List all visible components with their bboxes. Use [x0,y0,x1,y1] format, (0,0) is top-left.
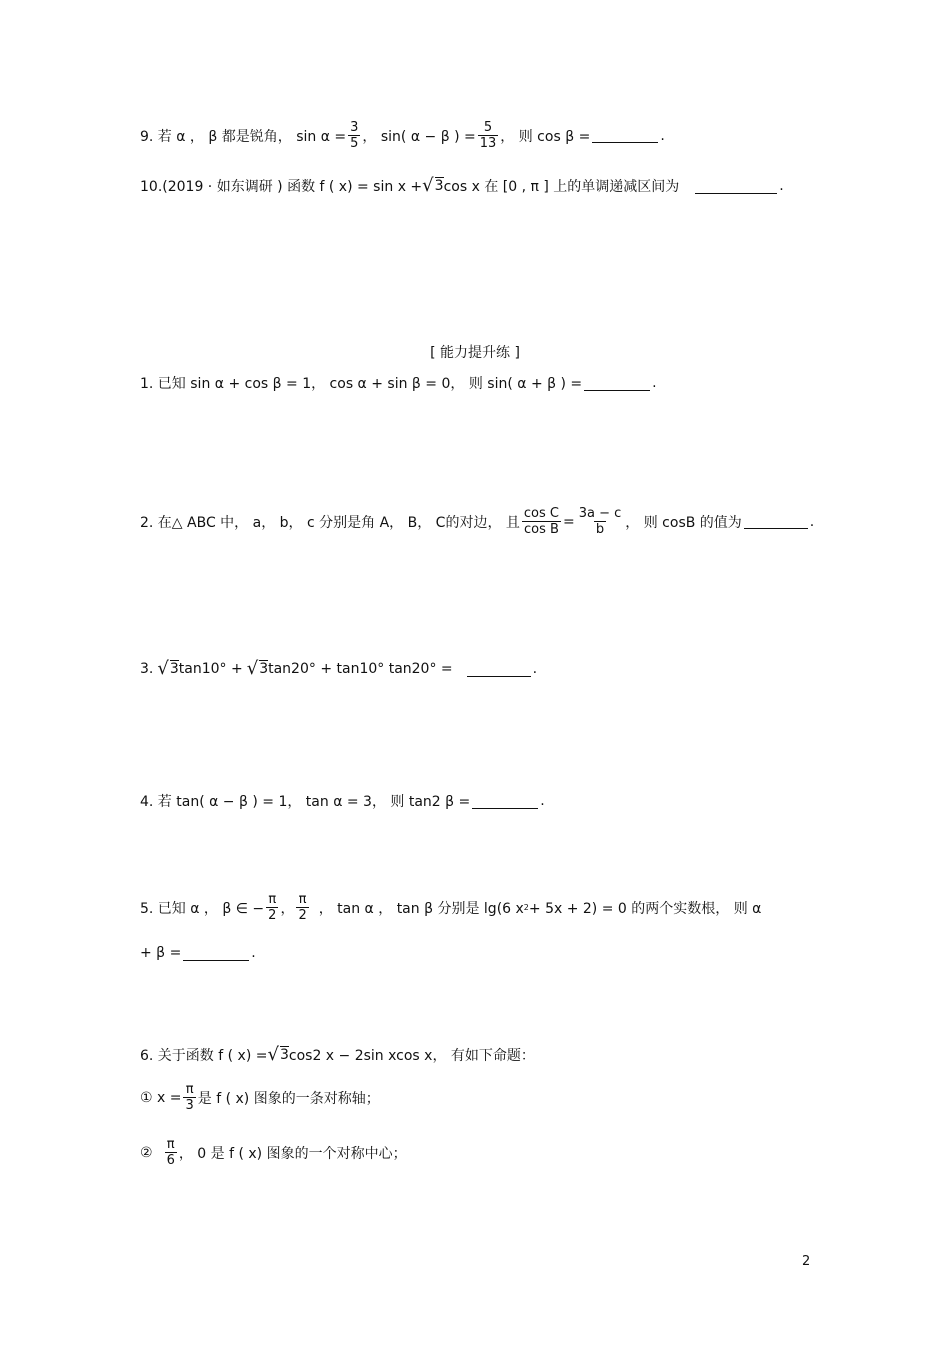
q10-prefix: 10.(2019 · 如东调研 ) 函数 f ( x) = sin x + [140,179,423,195]
p5-fraction-1: $\frac{\pi}{2}$ [268,892,277,923]
p5-mid: ， tan α ， tan β 分别是 lg(6 x [318,900,524,917]
p5-rest: + 5x + 2) = 0 的两个实数根， 则 α [528,900,762,917]
problem-5 [140,892,761,923]
q9-prefix: 9. 若 α ， β 都是锐角， sin α = [140,128,347,145]
p6-prefix: 6. 关于函数 f ( x) = [140,1048,268,1064]
answer-blank[interactable] [744,514,808,529]
period: . [660,127,665,144]
p2-suffix: ， 则 cosB 的值为 [625,514,742,531]
q9-mid: ， sin( α − β ) = [362,128,476,145]
p1-text: 1. 已知 sin α + cos β = 1， cos α + sin β = 0， 则 sin( α + β ) = [140,376,583,392]
problem-2 [140,506,814,537]
answer-blank[interactable] [472,794,538,809]
p5-fraction-2: $\frac{\pi}{2}$ [298,892,307,923]
prop1-fraction: $\frac{\pi}{3}$ [185,1082,194,1113]
p5-prefix: 5. 已知 α ， β ∈ − [140,900,265,917]
p2-fraction-1: $\frac{\text{cos C}}{\text{cos B}}$ [523,506,559,537]
sqrt-symbol: √ 3 [157,658,179,679]
section-heading: [ 能力提升练 ] [430,345,520,361]
problem-4 [140,791,545,811]
p2-prefix: 2. 在△ ABC 中， a， b， c 分别是角 A， B， C的对边， 且 [140,514,520,531]
period: . [809,513,815,530]
p5-line2: + β = [140,945,182,961]
sqrt-symbol: √ 3 [267,1044,289,1065]
p4-text: 4. 若 tan( α − β ) = 1， tan α = 3， 则 tan2 β = [140,794,471,810]
p3-term-2: tan20° + tan10° tan20° = [268,661,453,677]
answer-blank[interactable] [467,662,531,677]
period: . [540,793,545,809]
period: . [251,945,256,961]
p2-fraction-2: $\frac{3a - c}{b}$ [578,506,622,537]
q9-fraction-2: $\frac{5}{13}$ [479,120,497,151]
prop2-suffix: ， 0 是 f ( x) 图象的一个对称中心； [178,1145,407,1162]
question-9 [140,120,665,151]
page-number: 2 [802,1254,811,1269]
p6-suffix: cos2 x − 2sin xcos x， 有如下命题： [288,1048,535,1064]
answer-blank[interactable] [183,946,249,961]
answer-blank[interactable] [695,179,777,194]
p3-prefix: 3. [140,661,154,677]
sqrt-symbol: √ 3 [246,658,269,679]
q9-fraction-1: $\frac{3}{5}$ [350,120,359,151]
exponent: 2 [523,903,529,912]
problem-5-continued [140,945,256,961]
period: . [532,661,538,677]
problem-1 [140,373,657,393]
equals-sign: = [563,513,575,530]
proposition-1 [140,1082,380,1113]
prop1-suffix: 是 f ( x) 图象的一条对称轴； [197,1090,380,1107]
period: . [652,375,657,391]
problem-6 [140,1045,535,1065]
answer-blank[interactable] [584,376,650,391]
sqrt-symbol: √ 3 [422,175,444,196]
question-10 [140,176,784,196]
q10-suffix: cos x 在 [0 , π ] 上的单调递减区间为 [443,179,680,195]
answer-blank[interactable] [592,128,658,143]
prop2-prefix: ② [140,1144,153,1161]
p3-term-1: tan10° + [178,661,243,677]
problem-3 [140,660,537,678]
prop2-fraction: $\frac{\pi}{6}$ [166,1137,175,1168]
proposition-2 [140,1137,407,1168]
period: . [779,178,784,194]
prop1-prefix: ① x = [140,1089,182,1106]
q9-suffix: ， 则 cos β = [500,128,591,145]
comma: ， [280,900,295,917]
